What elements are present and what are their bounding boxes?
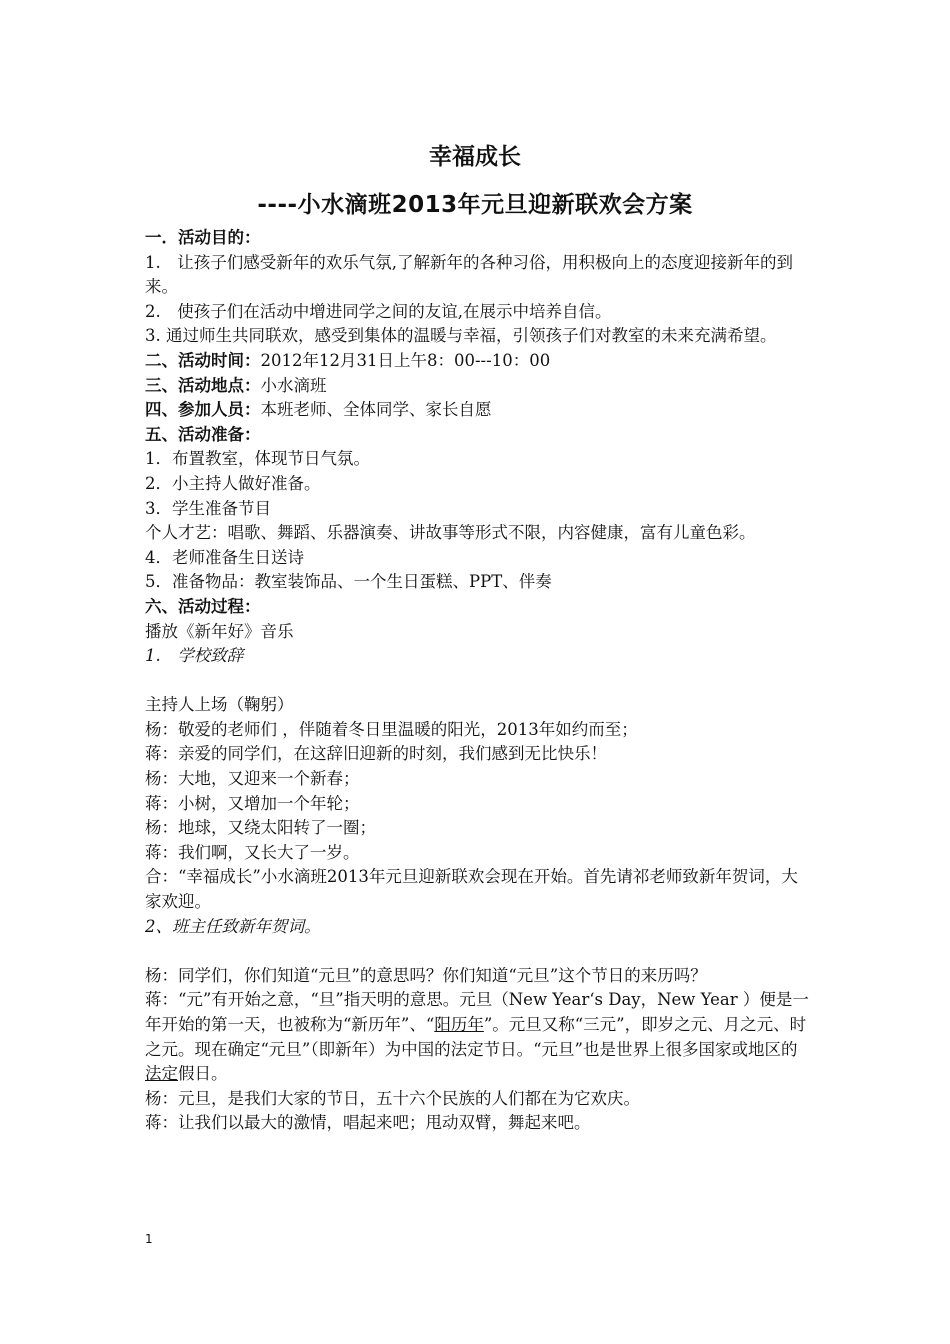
dialogue-line: 合：“幸福成长”小水滴班2013年元旦迎新联欢会现在开始。首先请祁老师致新年贺词，大家欢迎。 xyxy=(145,867,798,912)
dialogue-line: 蒋：亲爱的同学们，在这辞旧迎新的时刻，我们感到无比快乐！ xyxy=(145,744,607,764)
section-label: 二、活动时间： xyxy=(145,350,261,370)
step-heading: 1. 学校致辞 xyxy=(145,646,244,666)
dialogue-line xyxy=(145,988,810,1086)
section-participants xyxy=(145,398,810,423)
dialogue-line: 蒋：让我们以最大的激情，唱起来吧；甩动双臂，舞起来吧。 xyxy=(145,1113,591,1133)
section-label: 四、参加人员： xyxy=(145,400,261,420)
dialogue-line: 蒋：小树，又增加一个年轮； xyxy=(145,793,360,813)
section-heading: 一．活动目的： xyxy=(145,228,261,247)
paragraph: 3. 通过师生共同联欢，感受到集体的温暖与幸福，引领孩子们对教室的未来充满希望。 xyxy=(145,326,777,346)
paragraph: 个人才艺：唱歌、舞蹈、乐器演奏、讲故事等形式不限，内容健康，富有儿童色彩。 xyxy=(145,523,756,543)
section-value: 本班老师、全体同学、家长自愿 xyxy=(260,400,492,420)
text-span: 蒋：“元”有开始之意，“旦”指天明的意思。元旦（New Year‘s Day，New Year ）便是一年开始的第一天，也被称为“新历年”、“ xyxy=(145,990,809,1034)
section-place xyxy=(145,374,810,399)
text-span: ”。元旦又称“三元”，即岁之元、月之元、时之元。现在确定“元旦”（即新年）为中国的法定节日。“元旦”也是世界上很多国家或地区的 xyxy=(145,1015,807,1059)
underlined-term: 法定 xyxy=(145,1064,178,1084)
paragraph: 5．准备物品：教室装饰品、一个生日蛋糕、PPT、伴奏 xyxy=(145,572,552,592)
paragraph: 2．小主持人做好准备。 xyxy=(145,473,321,493)
page-number: 1 xyxy=(145,1232,153,1246)
paragraph: 1. 让孩子们感受新年的欢乐气氛,了解新年的各种习俗，用积极向上的态度迎接新年的到来。 xyxy=(145,252,793,297)
section-value: 2012年12月31日上午8：00---10：00 xyxy=(260,350,551,370)
section-heading: 五、活动准备： xyxy=(145,424,261,444)
document-title: 幸福成长 xyxy=(429,144,521,170)
paragraph: 4．老师准备生日送诗 xyxy=(145,547,304,567)
underlined-term: 阳历年 xyxy=(434,1015,484,1034)
paragraph: 2. 使孩子们在活动中增进同学之间的友谊,在展示中培养自信。 xyxy=(145,301,612,321)
paragraph: 3．学生准备节目 xyxy=(145,498,271,518)
document-body xyxy=(145,226,810,1136)
document-subtitle: ----小水滴班2013年元旦迎新联欢会方案 xyxy=(257,192,693,218)
paragraph: 主持人上场（鞠躬） xyxy=(145,695,294,715)
section-heading: 六、活动过程： xyxy=(145,596,261,616)
step-heading: 2、班主任致新年贺词。 xyxy=(145,916,321,936)
dialogue-line: 杨：同学们，你们知道“元旦”的意思吗？你们知道“元旦”这个节日的来历吗？ xyxy=(145,965,707,985)
dialogue-line: 杨：元旦，是我们大家的节日，五十六个民族的人们都在为它欢庆。 xyxy=(145,1088,640,1108)
section-time xyxy=(145,349,810,374)
paragraph: 1．布置教室，体现节日气氛。 xyxy=(145,449,370,469)
section-value: 小水滴班 xyxy=(260,375,327,395)
text-span: 假日。 xyxy=(178,1064,228,1084)
blank-line xyxy=(145,669,810,694)
dialogue-line: 蒋：我们啊，又长大了一岁。 xyxy=(145,842,360,862)
paragraph: 播放《新年好》音乐 xyxy=(145,621,294,641)
dialogue-line: 杨：大地，又迎来一个新春； xyxy=(145,769,360,789)
blank-line xyxy=(145,939,810,964)
dialogue-line: 杨：地球，又绕太阳转了一圈； xyxy=(145,818,376,838)
dialogue-line: 杨：敬爱的老师们 ，伴随着冬日里温暖的阳光，2013年如约而至； xyxy=(145,719,638,739)
section-label: 三、活动地点： xyxy=(145,375,261,395)
